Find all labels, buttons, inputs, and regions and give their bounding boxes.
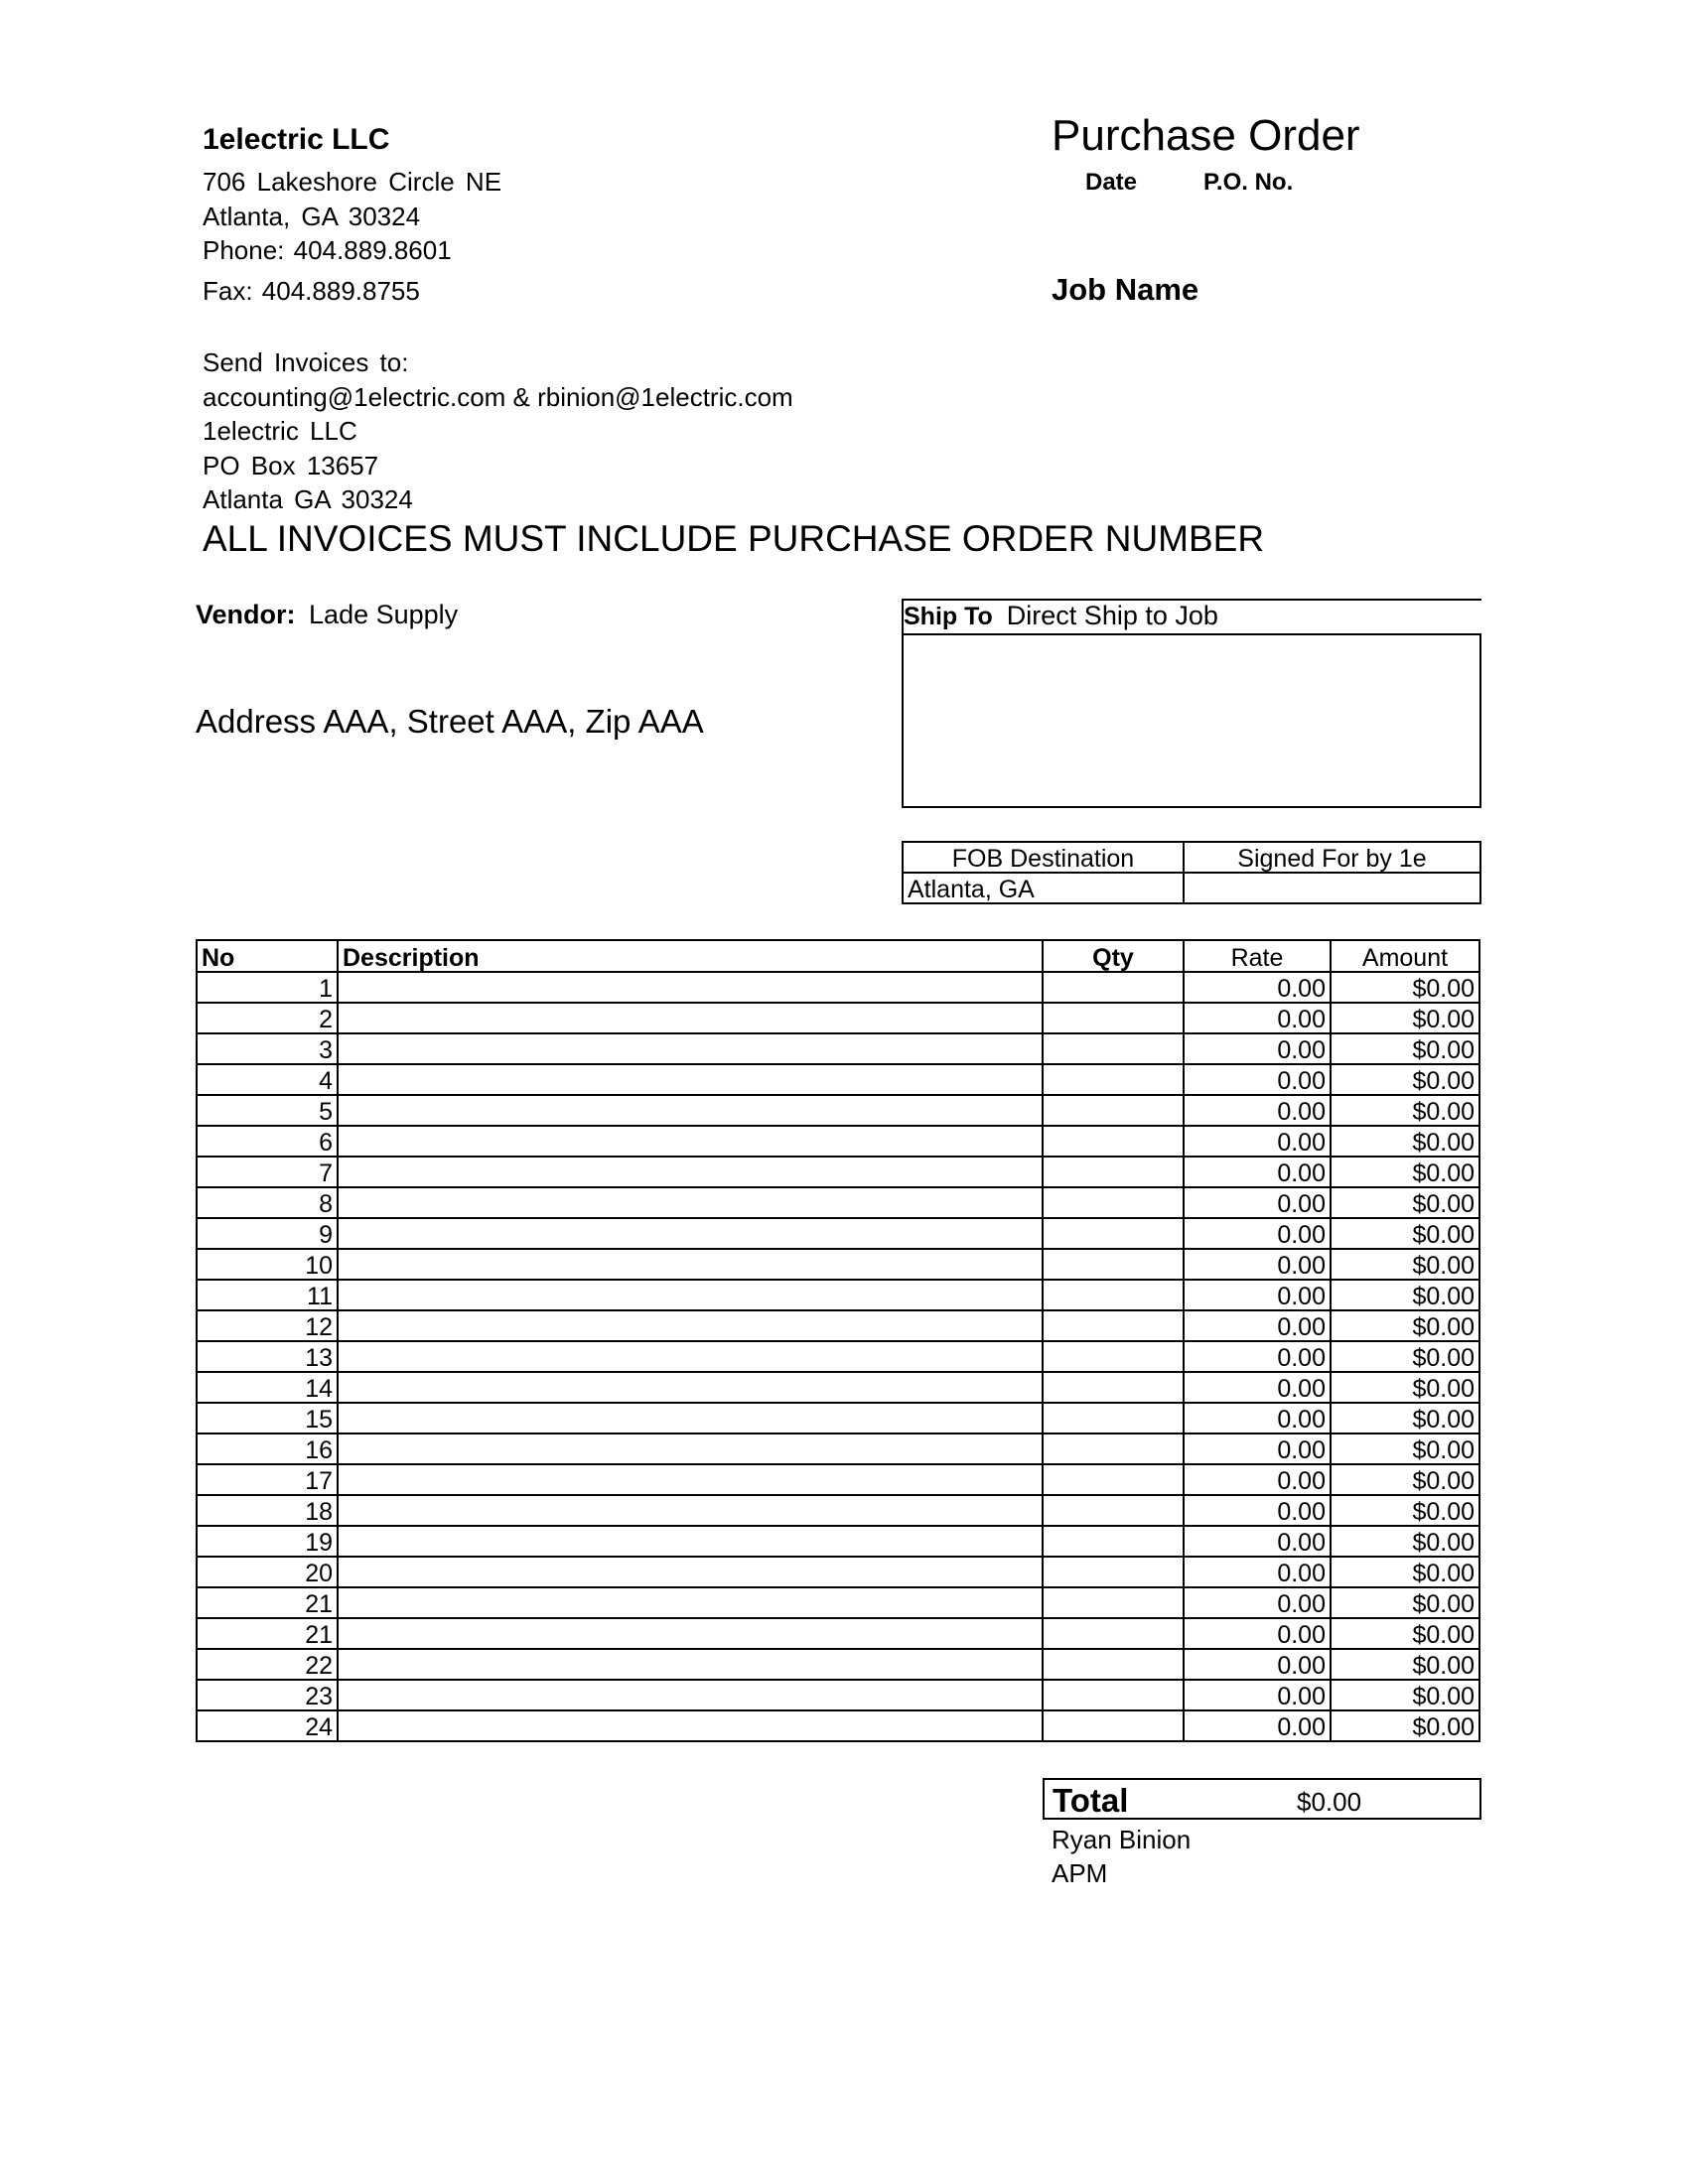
row-number: 6 xyxy=(197,1126,338,1157)
table-row xyxy=(197,1526,1479,1557)
row-rate: 0.00 xyxy=(1184,1095,1331,1126)
row-rate: 0.00 xyxy=(1184,1649,1331,1680)
vendor-line xyxy=(196,600,458,630)
row-qty xyxy=(1043,1280,1184,1310)
table-row xyxy=(197,1557,1479,1587)
ship-to-value: Direct Ship to Job xyxy=(1006,601,1218,630)
fob-table xyxy=(902,841,1481,904)
row-rate: 0.00 xyxy=(1184,1557,1331,1587)
row-description xyxy=(338,1495,1043,1526)
row-amount: $0.00 xyxy=(1331,1064,1479,1095)
row-qty xyxy=(1043,1372,1184,1403)
vendor-address: Address AAA, Street AAA, Zip AAA xyxy=(196,703,704,740)
row-amount: $0.00 xyxy=(1331,1187,1479,1218)
invoice-po-box: PO Box 13657 xyxy=(203,451,379,480)
company-fax: Fax: 404.889.8755 xyxy=(203,276,420,306)
col-header-amount: Amount xyxy=(1331,940,1479,972)
row-description xyxy=(338,1618,1043,1649)
row-amount: $0.00 xyxy=(1331,1218,1479,1249)
row-number: 14 xyxy=(197,1372,338,1403)
row-amount: $0.00 xyxy=(1331,1557,1479,1587)
row-amount: $0.00 xyxy=(1331,1249,1479,1280)
row-rate: 0.00 xyxy=(1184,1464,1331,1495)
row-amount: $0.00 xyxy=(1331,1280,1479,1310)
table-row xyxy=(197,1341,1479,1372)
row-description xyxy=(338,1649,1043,1680)
signed-for-value xyxy=(1184,873,1480,903)
row-number: 18 xyxy=(197,1495,338,1526)
row-amount: $0.00 xyxy=(1331,1157,1479,1187)
row-qty xyxy=(1043,1495,1184,1526)
table-row xyxy=(197,1680,1479,1710)
row-description xyxy=(338,1033,1043,1064)
row-description xyxy=(338,1557,1043,1587)
row-qty xyxy=(1043,1218,1184,1249)
row-amount: $0.00 xyxy=(1331,1526,1479,1557)
row-description xyxy=(338,1710,1043,1741)
row-description xyxy=(338,1526,1043,1557)
signer-title: APM xyxy=(1052,1858,1108,1888)
invoice-city: Atlanta GA 30324 xyxy=(203,484,413,514)
ship-to-label: Ship To xyxy=(904,603,993,630)
row-number: 8 xyxy=(197,1187,338,1218)
row-amount: $0.00 xyxy=(1331,972,1479,1003)
row-qty xyxy=(1043,1249,1184,1280)
row-qty xyxy=(1043,1310,1184,1341)
items-table xyxy=(196,939,1480,1742)
invoice-notice: ALL INVOICES MUST INCLUDE PURCHASE ORDER NUMBER xyxy=(203,518,1265,559)
vendor-label: Vendor: xyxy=(196,600,296,629)
row-description xyxy=(338,1280,1043,1310)
row-rate: 0.00 xyxy=(1184,972,1331,1003)
row-rate: 0.00 xyxy=(1184,1372,1331,1403)
invoice-emails: accounting@1electric.com & rbinion@1electric.com xyxy=(203,382,793,412)
col-header-rate: Rate xyxy=(1184,940,1331,972)
row-rate: 0.00 xyxy=(1184,1126,1331,1157)
row-qty xyxy=(1043,1003,1184,1033)
row-description xyxy=(338,1433,1043,1464)
fob-destination-label: FOB Destination xyxy=(903,842,1184,873)
row-qty xyxy=(1043,1157,1184,1187)
row-number: 3 xyxy=(197,1033,338,1064)
row-rate: 0.00 xyxy=(1184,1526,1331,1557)
row-rate: 0.00 xyxy=(1184,1280,1331,1310)
row-amount: $0.00 xyxy=(1331,1126,1479,1157)
col-header-description: Description xyxy=(338,940,1043,972)
row-description xyxy=(338,1680,1043,1710)
col-header-no: No xyxy=(197,940,338,972)
row-number: 12 xyxy=(197,1310,338,1341)
row-description xyxy=(338,1126,1043,1157)
table-row xyxy=(197,1033,1479,1064)
table-row xyxy=(197,1218,1479,1249)
row-amount: $0.00 xyxy=(1331,1033,1479,1064)
row-description xyxy=(338,1249,1043,1280)
company-address-line2: Atlanta, GA 30324 xyxy=(203,202,421,231)
table-row xyxy=(197,1403,1479,1433)
row-amount: $0.00 xyxy=(1331,1310,1479,1341)
row-description xyxy=(338,1187,1043,1218)
row-description xyxy=(338,1095,1043,1126)
row-rate: 0.00 xyxy=(1184,1433,1331,1464)
company-address-line1: 706 Lakeshore Circle NE xyxy=(203,167,502,197)
row-qty xyxy=(1043,1403,1184,1433)
row-number: 24 xyxy=(197,1710,338,1741)
row-amount: $0.00 xyxy=(1331,1464,1479,1495)
row-amount: $0.00 xyxy=(1331,1680,1479,1710)
row-description xyxy=(338,1341,1043,1372)
row-rate: 0.00 xyxy=(1184,1249,1331,1280)
row-description xyxy=(338,1587,1043,1618)
row-number: 5 xyxy=(197,1095,338,1126)
table-header-row xyxy=(197,940,1479,972)
row-rate: 0.00 xyxy=(1184,1157,1331,1187)
table-row xyxy=(197,1464,1479,1495)
row-description xyxy=(338,1403,1043,1433)
row-number: 9 xyxy=(197,1218,338,1249)
row-number: 11 xyxy=(197,1280,338,1310)
row-amount: $0.00 xyxy=(1331,1341,1479,1372)
row-qty xyxy=(1043,1464,1184,1495)
job-name-label: Job Name xyxy=(1052,272,1199,307)
table-row xyxy=(197,1280,1479,1310)
row-qty xyxy=(1043,1587,1184,1618)
row-qty xyxy=(1043,1064,1184,1095)
row-qty xyxy=(1043,1557,1184,1587)
row-description xyxy=(338,1310,1043,1341)
row-rate: 0.00 xyxy=(1184,1218,1331,1249)
row-number: 16 xyxy=(197,1433,338,1464)
row-rate: 0.00 xyxy=(1184,1341,1331,1372)
row-qty xyxy=(1043,1649,1184,1680)
row-rate: 0.00 xyxy=(1184,1003,1331,1033)
row-number: 4 xyxy=(197,1064,338,1095)
row-rate: 0.00 xyxy=(1184,1587,1331,1618)
row-number: 19 xyxy=(197,1526,338,1557)
row-description xyxy=(338,1218,1043,1249)
ship-to-box xyxy=(902,633,1481,808)
row-rate: 0.00 xyxy=(1184,1710,1331,1741)
row-number: 2 xyxy=(197,1003,338,1033)
row-number: 21 xyxy=(197,1618,338,1649)
row-amount: $0.00 xyxy=(1331,1433,1479,1464)
row-description xyxy=(338,972,1043,1003)
table-row xyxy=(197,1064,1479,1095)
fob-destination-value: Atlanta, GA xyxy=(903,873,1184,903)
company-name: 1electric LLC xyxy=(203,123,390,156)
row-number: 10 xyxy=(197,1249,338,1280)
row-rate: 0.00 xyxy=(1184,1064,1331,1095)
row-amount: $0.00 xyxy=(1331,1403,1479,1433)
ship-to-header xyxy=(902,599,1481,634)
total-label: Total xyxy=(1053,1782,1129,1819)
row-qty xyxy=(1043,1187,1184,1218)
row-amount: $0.00 xyxy=(1331,1618,1479,1649)
table-row xyxy=(197,1710,1479,1741)
row-qty xyxy=(1043,1618,1184,1649)
row-rate: 0.00 xyxy=(1184,1618,1331,1649)
row-number: 17 xyxy=(197,1464,338,1495)
row-rate: 0.00 xyxy=(1184,1403,1331,1433)
row-amount: $0.00 xyxy=(1331,1710,1479,1741)
row-qty xyxy=(1043,1433,1184,1464)
row-qty xyxy=(1043,1341,1184,1372)
table-row xyxy=(197,1310,1479,1341)
table-row xyxy=(197,1495,1479,1526)
table-row xyxy=(197,1157,1479,1187)
table-row xyxy=(197,1618,1479,1649)
row-number: 20 xyxy=(197,1557,338,1587)
row-rate: 0.00 xyxy=(1184,1187,1331,1218)
row-amount: $0.00 xyxy=(1331,1003,1479,1033)
row-qty xyxy=(1043,1526,1184,1557)
row-description xyxy=(338,1064,1043,1095)
row-number: 15 xyxy=(197,1403,338,1433)
row-number: 22 xyxy=(197,1649,338,1680)
row-qty xyxy=(1043,1680,1184,1710)
page-title: Purchase Order xyxy=(1052,111,1360,160)
row-number: 13 xyxy=(197,1341,338,1372)
vendor-name: Lade Supply xyxy=(309,600,459,629)
row-amount: $0.00 xyxy=(1331,1372,1479,1403)
row-qty xyxy=(1043,1710,1184,1741)
row-amount: $0.00 xyxy=(1331,1095,1479,1126)
total-box xyxy=(1043,1778,1481,1820)
row-rate: 0.00 xyxy=(1184,1310,1331,1341)
row-qty xyxy=(1043,1033,1184,1064)
table-row xyxy=(197,972,1479,1003)
table-row xyxy=(197,1249,1479,1280)
row-number: 7 xyxy=(197,1157,338,1187)
row-qty xyxy=(1043,1095,1184,1126)
row-number: 1 xyxy=(197,972,338,1003)
invoice-company-name: 1electric LLC xyxy=(203,416,357,446)
row-amount: $0.00 xyxy=(1331,1587,1479,1618)
signed-for-label: Signed For by 1e xyxy=(1184,842,1480,873)
table-row xyxy=(197,1433,1479,1464)
date-label: Date xyxy=(1085,169,1138,196)
table-row xyxy=(197,1126,1479,1157)
row-description xyxy=(338,1003,1043,1033)
row-qty xyxy=(1043,1126,1184,1157)
table-row xyxy=(197,1587,1479,1618)
row-description xyxy=(338,1372,1043,1403)
row-rate: 0.00 xyxy=(1184,1033,1331,1064)
row-rate: 0.00 xyxy=(1184,1495,1331,1526)
signer-name: Ryan Binion xyxy=(1052,1825,1192,1854)
row-amount: $0.00 xyxy=(1331,1495,1479,1526)
total-value: $0.00 xyxy=(1297,1787,1362,1817)
row-amount: $0.00 xyxy=(1331,1649,1479,1680)
table-row xyxy=(197,1649,1479,1680)
row-rate: 0.00 xyxy=(1184,1680,1331,1710)
table-row xyxy=(197,1095,1479,1126)
row-description xyxy=(338,1157,1043,1187)
table-row xyxy=(197,1372,1479,1403)
row-number: 23 xyxy=(197,1680,338,1710)
col-header-qty: Qty xyxy=(1043,940,1184,972)
row-qty xyxy=(1043,972,1184,1003)
table-row xyxy=(197,1003,1479,1033)
company-phone: Phone: 404.889.8601 xyxy=(203,235,452,265)
row-description xyxy=(338,1464,1043,1495)
table-row xyxy=(197,1187,1479,1218)
invoice-heading: Send Invoices to: xyxy=(203,347,409,377)
row-number: 21 xyxy=(197,1587,338,1618)
po-number-label: P.O. No. xyxy=(1203,169,1294,196)
